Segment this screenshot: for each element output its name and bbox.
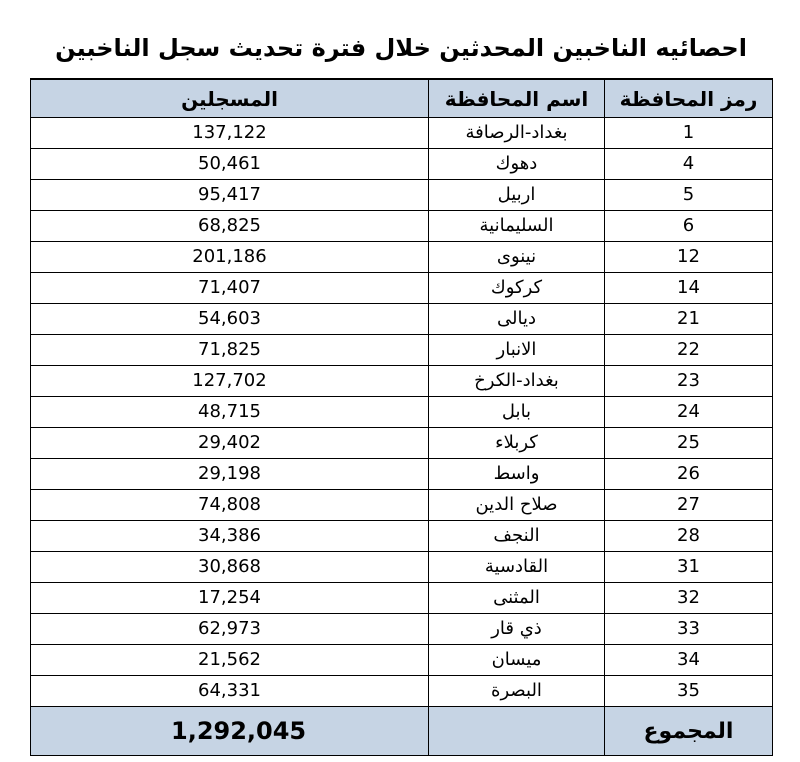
- total-label: المجموع: [605, 707, 773, 756]
- table-row: [31, 459, 773, 490]
- cell-governorate-name: دهوك: [429, 149, 605, 180]
- cell-registered: 21,562: [31, 645, 429, 676]
- cell-registered: 68,825: [31, 211, 429, 242]
- cell-governorate-name: ديالى: [429, 304, 605, 335]
- cell-governorate-code: 35: [605, 676, 773, 707]
- cell-registered: 71,825: [31, 335, 429, 366]
- cell-governorate-name: بغداد-الكرخ: [429, 366, 605, 397]
- table-row: [31, 552, 773, 583]
- cell-governorate-name: كركوك: [429, 273, 605, 304]
- table-body: [31, 118, 773, 707]
- cell-registered: 74,808: [31, 490, 429, 521]
- cell-governorate-name: كربلاء: [429, 428, 605, 459]
- cell-registered: 29,402: [31, 428, 429, 459]
- cell-registered: 71,407: [31, 273, 429, 304]
- header-governorate-name: اسم المحافظة: [429, 79, 605, 118]
- table-row: [31, 521, 773, 552]
- cell-governorate-name: القادسية: [429, 552, 605, 583]
- header-registered: المسجلين: [31, 79, 429, 118]
- header-governorate-code: رمز المحافظة: [605, 79, 773, 118]
- table-row: [31, 180, 773, 211]
- cell-registered: 17,254: [31, 583, 429, 614]
- cell-governorate-code: 6: [605, 211, 773, 242]
- table-row: [31, 211, 773, 242]
- cell-registered: 64,331: [31, 676, 429, 707]
- table-row: [31, 118, 773, 149]
- cell-governorate-code: 21: [605, 304, 773, 335]
- total-row: [31, 707, 773, 756]
- cell-registered: 30,868: [31, 552, 429, 583]
- cell-governorate-name: واسط: [429, 459, 605, 490]
- cell-governorate-code: 22: [605, 335, 773, 366]
- cell-governorate-name: الانبار: [429, 335, 605, 366]
- cell-registered: 50,461: [31, 149, 429, 180]
- cell-governorate-code: 34: [605, 645, 773, 676]
- cell-registered: 62,973: [31, 614, 429, 645]
- cell-governorate-name: ميسان: [429, 645, 605, 676]
- total-registered: 1,292,045: [31, 707, 429, 756]
- table-row: [31, 490, 773, 521]
- table-row: [31, 366, 773, 397]
- total-empty-cell: [429, 707, 605, 756]
- cell-registered: 34,386: [31, 521, 429, 552]
- table-row: [31, 583, 773, 614]
- table-row: [31, 304, 773, 335]
- cell-governorate-name: المثنى: [429, 583, 605, 614]
- cell-governorate-name: صلاح الدين: [429, 490, 605, 521]
- cell-registered: 95,417: [31, 180, 429, 211]
- header-row: [31, 79, 773, 118]
- cell-governorate-code: 31: [605, 552, 773, 583]
- voters-statistics-table: [30, 78, 773, 756]
- cell-governorate-code: 23: [605, 366, 773, 397]
- table-row: [31, 273, 773, 304]
- table-row: [31, 242, 773, 273]
- cell-governorate-name: بغداد-الرصافة: [429, 118, 605, 149]
- table-title: احصائيه الناخبين المحدثين خلال فترة تحديث سجل الناخبين: [55, 34, 747, 62]
- cell-governorate-name: بابل: [429, 397, 605, 428]
- cell-governorate-code: 14: [605, 273, 773, 304]
- cell-registered: 29,198: [31, 459, 429, 490]
- cell-registered: 54,603: [31, 304, 429, 335]
- cell-governorate-code: 27: [605, 490, 773, 521]
- cell-governorate-name: البصرة: [429, 676, 605, 707]
- cell-governorate-name: اربيل: [429, 180, 605, 211]
- cell-registered: 201,186: [31, 242, 429, 273]
- table-row: [31, 335, 773, 366]
- table-row: [31, 149, 773, 180]
- cell-governorate-code: 26: [605, 459, 773, 490]
- cell-governorate-name: النجف: [429, 521, 605, 552]
- cell-governorate-code: 12: [605, 242, 773, 273]
- cell-governorate-name: ذي قار: [429, 614, 605, 645]
- cell-governorate-code: 5: [605, 180, 773, 211]
- cell-governorate-code: 28: [605, 521, 773, 552]
- cell-governorate-name: السليمانية: [429, 211, 605, 242]
- cell-governorate-code: 1: [605, 118, 773, 149]
- cell-governorate-code: 33: [605, 614, 773, 645]
- table-row: [31, 614, 773, 645]
- table-row: [31, 428, 773, 459]
- cell-registered: 48,715: [31, 397, 429, 428]
- table-row: [31, 397, 773, 428]
- cell-governorate-code: 24: [605, 397, 773, 428]
- cell-governorate-name: نينوى: [429, 242, 605, 273]
- table-row: [31, 645, 773, 676]
- cell-governorate-code: 25: [605, 428, 773, 459]
- cell-governorate-code: 32: [605, 583, 773, 614]
- cell-registered: 137,122: [31, 118, 429, 149]
- cell-governorate-code: 4: [605, 149, 773, 180]
- table-row: [31, 676, 773, 707]
- cell-registered: 127,702: [31, 366, 429, 397]
